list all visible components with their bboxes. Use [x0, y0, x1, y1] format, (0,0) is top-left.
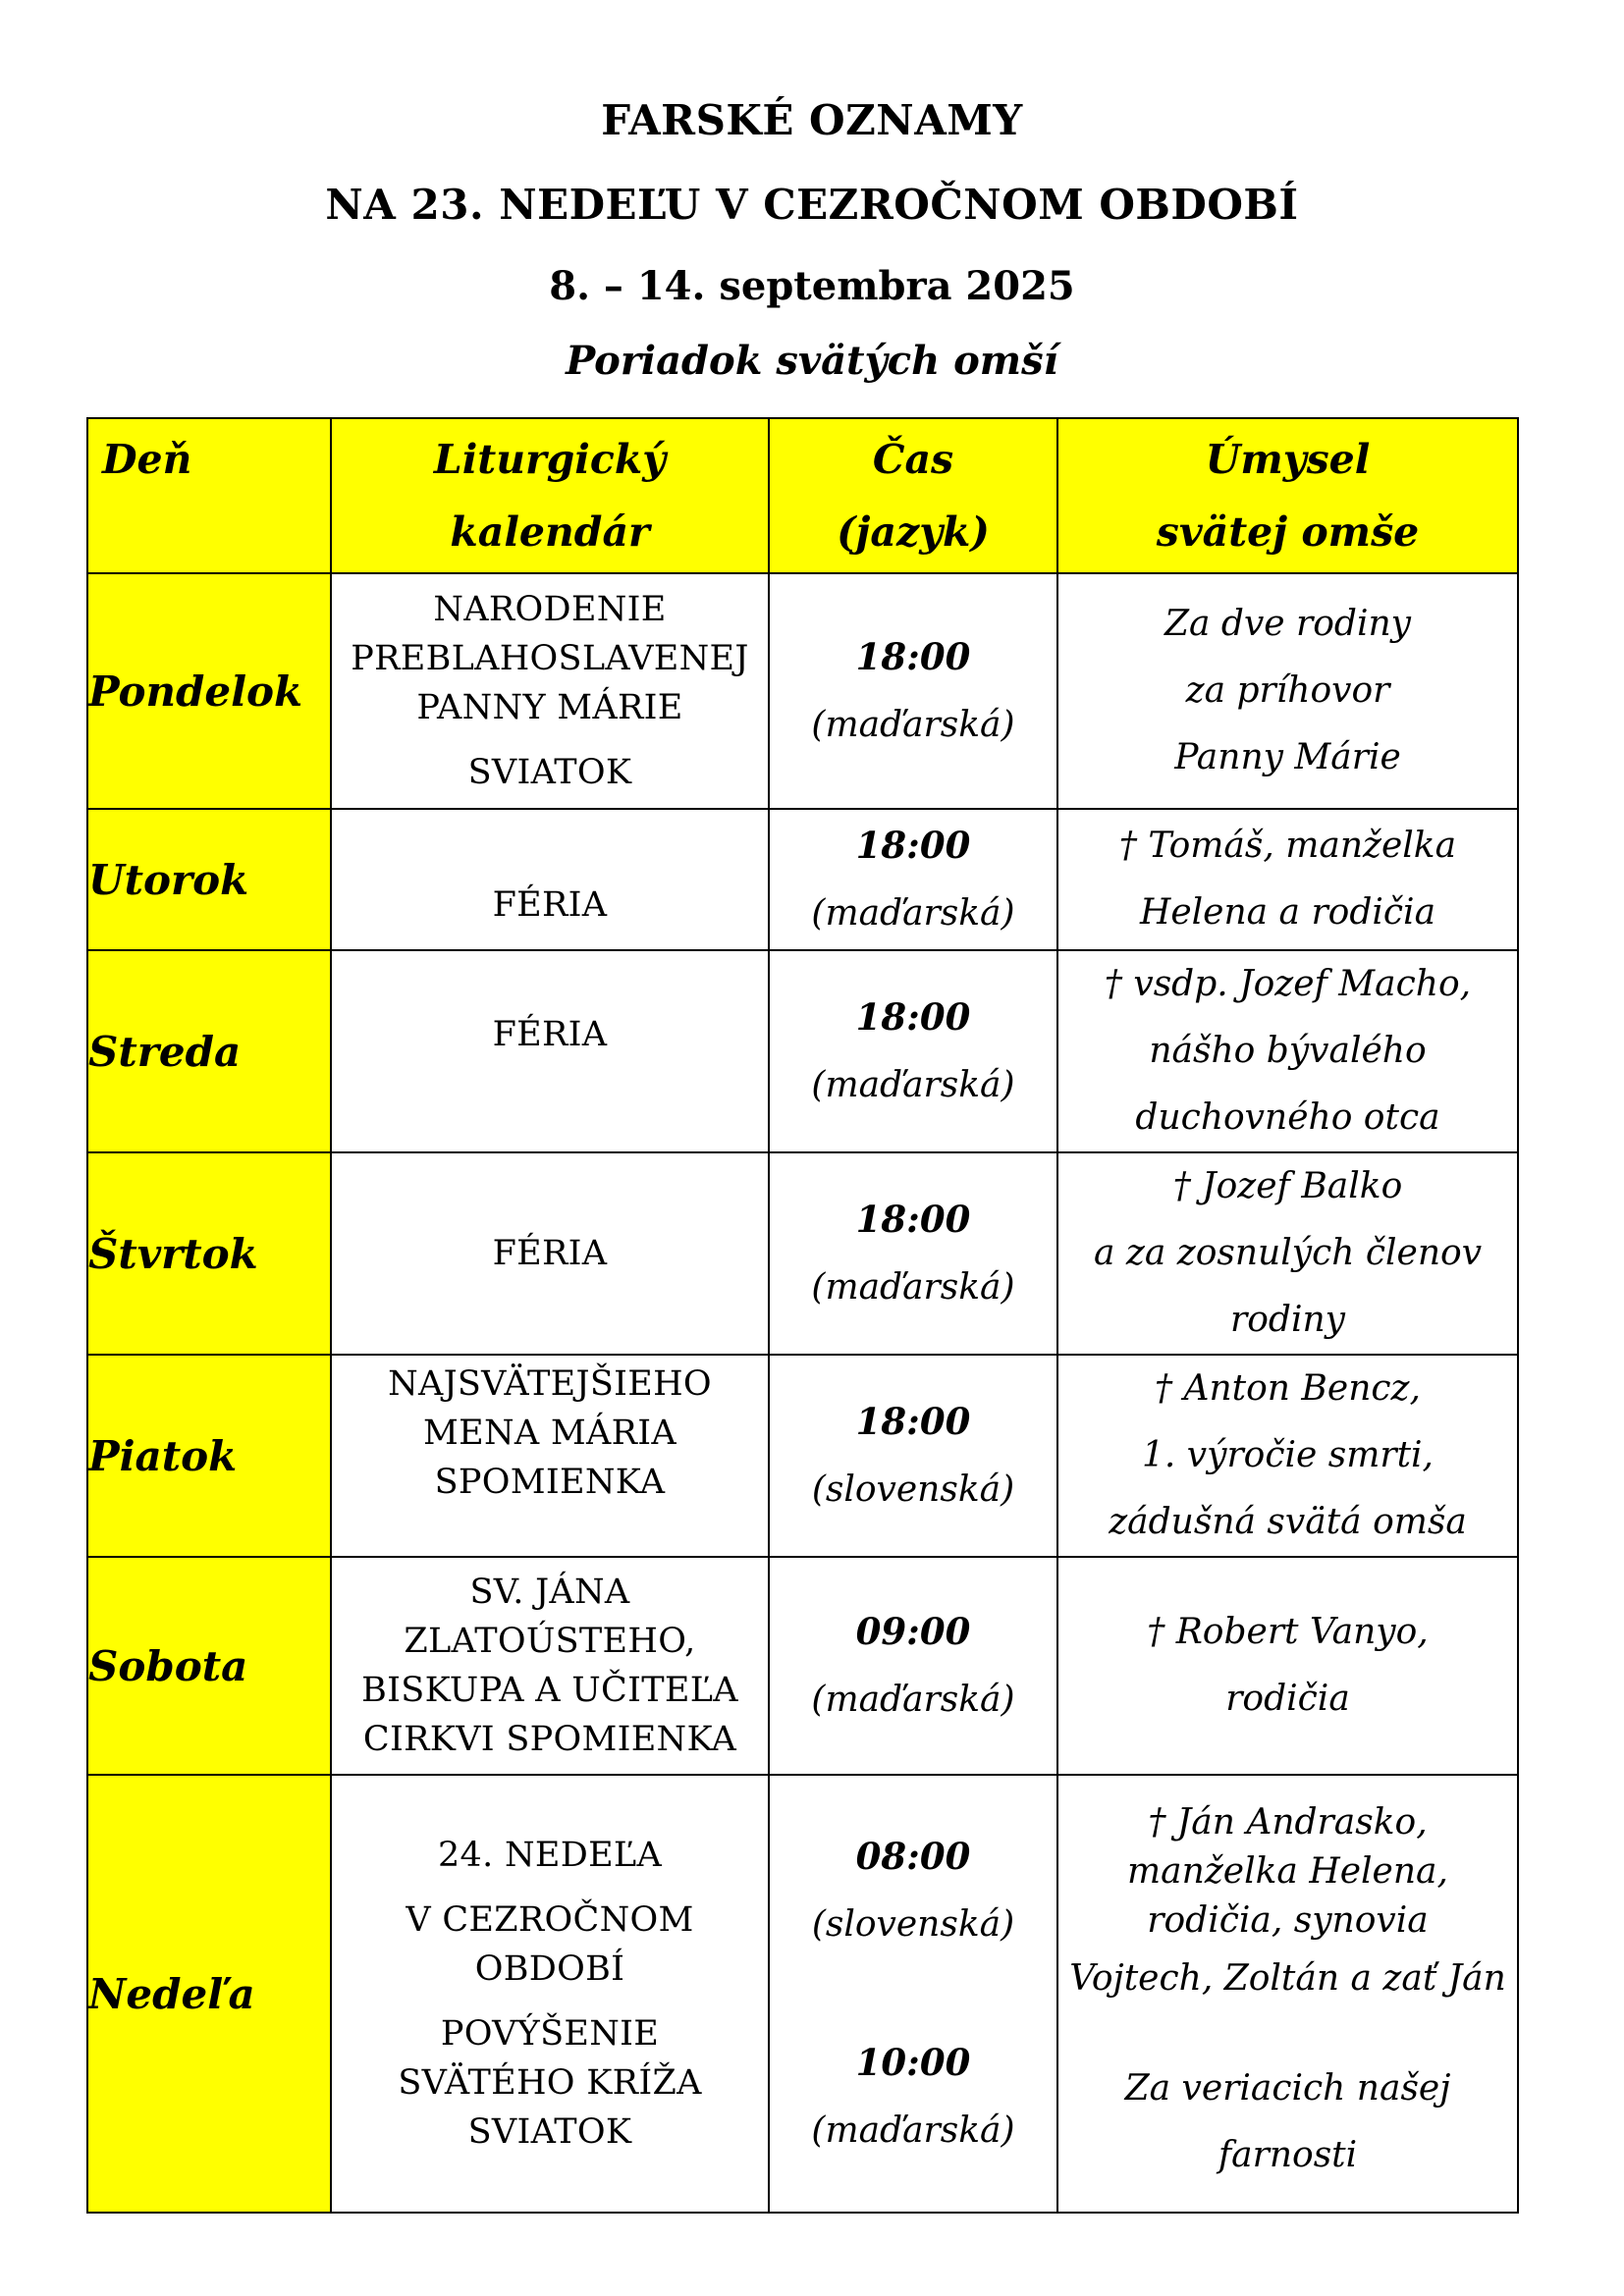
calendar-cell: FÉRIA — [331, 809, 769, 950]
time-cell: 18:00 (slovenská) — [769, 1355, 1057, 1557]
intention-cell: † Tomáš, manželka Helena a rodičia — [1057, 809, 1518, 950]
day-cell: Pondelok — [87, 573, 331, 809]
time-cell: 18:00 (maďarská) — [769, 1152, 1057, 1355]
mass-schedule-table — [86, 417, 1519, 2214]
table-row — [87, 950, 1518, 1152]
intention-cell: † Ján Andrasko, manželka Helena, rodičia, synovia Vojtech, Zoltán a zať Ján Za veriacich našej farnosti — [1057, 1775, 1518, 2213]
day-cell: Streda — [87, 950, 331, 1152]
table-row — [87, 1775, 1518, 2213]
time-cell: 18:00 (maďarská) — [769, 809, 1057, 950]
intention-cell: † Jozef Balko a za zosnulých členov rodiny — [1057, 1152, 1518, 1355]
header-time: Čas (jazyk) — [769, 418, 1057, 573]
calendar-cell: 24. NEDEĽA V CEZROČNOM OBDOBÍ POVÝŠENIE SVÄTÉHO KRÍŽA SVIATOK — [331, 1775, 769, 2213]
header-calendar: Liturgický kalendár — [331, 418, 769, 573]
intention-cell: Za dve rodiny za príhovor Panny Márie — [1057, 573, 1518, 809]
time-cell: 09:00 (maďarská) — [769, 1557, 1057, 1775]
calendar-cell: FÉRIA — [331, 950, 769, 1152]
intention-cell: † vsdp. Jozef Macho, nášho bývalého duchovného otca — [1057, 950, 1518, 1152]
calendar-cell: NARODENIE PREBLAHOSLAVENEJ PANNY MÁRIE SVIATOK — [331, 573, 769, 809]
day-cell: Utorok — [87, 809, 331, 950]
day-cell: Piatok — [87, 1355, 331, 1557]
section-title: Poriadok svätých omší — [566, 338, 1058, 384]
table-row — [87, 1557, 1518, 1775]
document-subtitle: NA 23. NEDEĽU V CEZROČNOM OBDOBÍ — [325, 181, 1299, 229]
time-cell: 18:00 (maďarská) — [769, 950, 1057, 1152]
header-day: Deň — [87, 418, 331, 573]
intention-cell: † Anton Bencz, 1. výročie smrti, zádušná svätá omša — [1057, 1355, 1518, 1557]
intention-cell: † Robert Vanyo, rodičia — [1057, 1557, 1518, 1775]
table-row — [87, 1355, 1518, 1557]
day-cell: Štvrtok — [87, 1152, 331, 1355]
calendar-cell: FÉRIA — [331, 1152, 769, 1355]
document-title: FARSKÉ OZNAMY — [601, 96, 1023, 144]
day-cell: Nedeľa — [87, 1775, 331, 2213]
table-header-row — [87, 418, 1518, 573]
date-range: 8. – 14. septembra 2025 — [549, 263, 1075, 309]
calendar-cell: NAJSVÄTEJŠIEHO MENA MÁRIA SPOMIENKA — [331, 1355, 769, 1557]
time-cell: 08:00 (slovenská) 10:00 (maďarská) — [769, 1775, 1057, 2213]
table-row — [87, 573, 1518, 809]
header-intention: Úmysel svätej omše — [1057, 418, 1518, 573]
table-row — [87, 809, 1518, 950]
day-cell: Sobota — [87, 1557, 331, 1775]
table-row — [87, 1152, 1518, 1355]
calendar-cell: SV. JÁNA ZLATOÚSTEHO, BISKUPA A UČITEĽA CIRKVI SPOMIENKA — [331, 1557, 769, 1775]
time-cell: 18:00 (maďarská) — [769, 573, 1057, 809]
